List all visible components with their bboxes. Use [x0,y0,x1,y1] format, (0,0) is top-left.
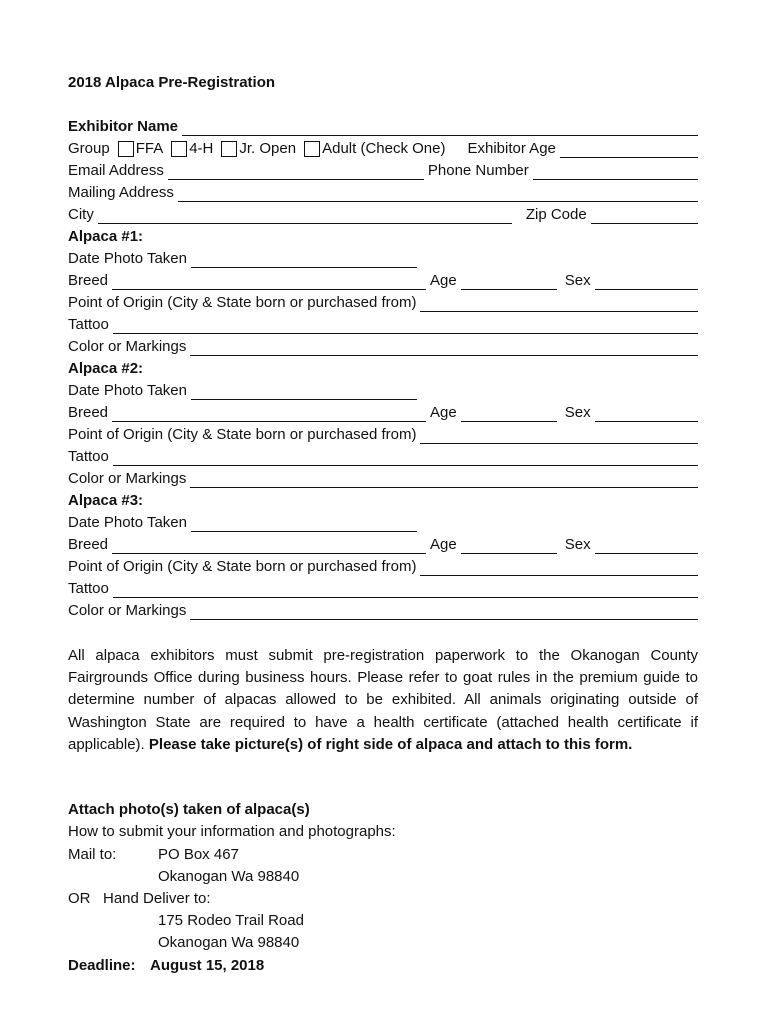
email-label: Email Address [68,162,164,179]
alpaca-1-origin-row [68,290,702,312]
exhibitor-name-label: Exhibitor Name [68,118,179,135]
alpaca-3-breed-row [68,532,702,554]
ffa-option-label: FFA [135,140,164,157]
age-field[interactable] [461,538,557,554]
sex-field[interactable] [595,406,698,422]
sex-field[interactable] [595,538,698,554]
attach-heading: Attach photo(s) taken of alpaca(s) [68,801,310,818]
phone-label: Phone Number [427,162,529,179]
tattoo-label: Tattoo [68,316,109,333]
sex-label: Sex [564,536,591,553]
color-label: Color or Markings [68,338,187,355]
deadline-label: Deadline: [68,957,136,974]
exhibitor-age-label: Exhibitor Age [467,140,556,157]
alpaca-1-date-row [68,246,702,268]
alpaca-3-date-row [68,510,702,532]
hand-deliver-label: OR Hand Deliver to: [68,890,211,907]
hand-address-line1: 175 Rodeo Trail Road [158,912,304,929]
jr-open-option-label: Jr. Open [239,140,297,157]
age-label: Age [430,272,457,289]
mailing-field[interactable] [178,186,698,202]
email-phone-row [68,158,702,180]
alpaca-2-color-row [68,466,702,488]
color-field[interactable] [190,340,698,356]
group-label: Group [68,140,110,157]
mailing-label: Mailing Address [68,184,174,201]
adult-checkbox[interactable] [304,141,320,157]
sex-label: Sex [564,404,591,421]
origin-label: Point of Origin (City & State born or purchased from) [68,426,417,443]
city-field[interactable] [98,208,512,224]
age-field[interactable] [461,274,557,290]
group-row [68,136,702,158]
zip-field[interactable] [591,208,698,224]
exhibitor-name-row [68,114,702,136]
ffa-checkbox[interactable] [118,141,134,157]
alpaca-heading: Alpaca #2: [68,360,144,377]
color-field[interactable] [190,472,698,488]
origin-label: Point of Origin (City & State born or purchased from) [68,558,417,575]
alpaca-3-origin-row [68,554,702,576]
date-photo-field[interactable] [191,516,417,532]
color-label: Color or Markings [68,470,187,487]
breed-label: Breed [68,404,109,421]
alpaca-3-color-row [68,598,702,620]
tattoo-label: Tattoo [68,580,109,597]
origin-field[interactable] [420,560,698,576]
zip-label: Zip Code [525,206,587,223]
date-photo-label: Date Photo Taken [68,514,187,531]
breed-field[interactable] [112,406,426,422]
alpaca-2-tattoo-row [68,444,702,466]
breed-field[interactable] [112,538,426,554]
alpaca-2-date-row [68,378,702,400]
hand-address-line2: Okanogan Wa 98840 [158,934,300,951]
email-field[interactable] [168,164,424,180]
4h-checkbox[interactable] [171,141,187,157]
tattoo-field[interactable] [113,318,698,334]
age-label: Age [430,536,457,553]
alpaca-1-tattoo-row [68,312,702,334]
tattoo-field[interactable] [113,450,698,466]
breed-label: Breed [68,272,109,289]
tattoo-field[interactable] [113,582,698,598]
alpaca-1-heading [68,224,702,246]
mail-address-line2: Okanogan Wa 98840 [158,868,300,885]
mail-label: Mail to: [68,846,117,863]
phone-field[interactable] [533,164,698,180]
deadline-value: August 15, 2018 [150,957,265,974]
alpaca-1-breed-row [68,268,702,290]
alpaca-heading: Alpaca #3: [68,492,144,509]
breed-label: Breed [68,536,109,553]
date-photo-field[interactable] [191,384,417,400]
exhibitor-age-field[interactable] [560,142,698,158]
form-title [68,70,702,92]
alpaca-2-origin-row [68,422,702,444]
breed-field[interactable] [112,274,426,290]
city-label: City [68,206,94,223]
alpaca-heading: Alpaca #1: [68,228,144,245]
color-field[interactable] [190,604,698,620]
alpaca-3-tattoo-row [68,576,702,598]
how-to-text: How to submit your information and photographs: [68,823,396,840]
exhibitor-name-field[interactable] [182,120,698,136]
instructions-text: All alpaca exhibitors must submit pre-registration paperwork to the Okanogan County Fairgrounds Office during business hours. Please refer to goat rules in the premium guide to determine number of alpacas allowed to be exhibited. All animals originating outside of Washington State are required to have a health certificate (attached health certificate if applicable). [68,647,698,753]
origin-field[interactable] [420,428,698,444]
tattoo-label: Tattoo [68,448,109,465]
4h-option-label: 4-H [189,140,214,157]
page-title: 2018 Alpaca Pre-Registration [68,74,276,91]
city-zip-row [68,202,702,224]
instructions-paragraph [68,645,698,756]
instructions-bold-text: Please take picture(s) of right side of alpaca and attach to this form. [148,735,633,753]
origin-field[interactable] [420,296,698,312]
mail-address-line1: PO Box 467 [158,846,239,863]
adult-option-label: Adult (Check One) [322,140,446,157]
alpaca-1-color-row [68,334,702,356]
alpaca-3-heading [68,488,702,510]
alpaca-2-heading [68,356,702,378]
jr-open-checkbox[interactable] [221,141,237,157]
age-label: Age [430,404,457,421]
color-label: Color or Markings [68,602,187,619]
date-photo-field[interactable] [191,252,417,268]
alpaca-2-breed-row [68,400,702,422]
date-photo-label: Date Photo Taken [68,382,187,399]
sex-field[interactable] [595,274,698,290]
mailing-row [68,180,702,202]
sex-label: Sex [564,272,591,289]
age-field[interactable] [461,406,557,422]
origin-label: Point of Origin (City & State born or purchased from) [68,294,417,311]
date-photo-label: Date Photo Taken [68,250,187,267]
